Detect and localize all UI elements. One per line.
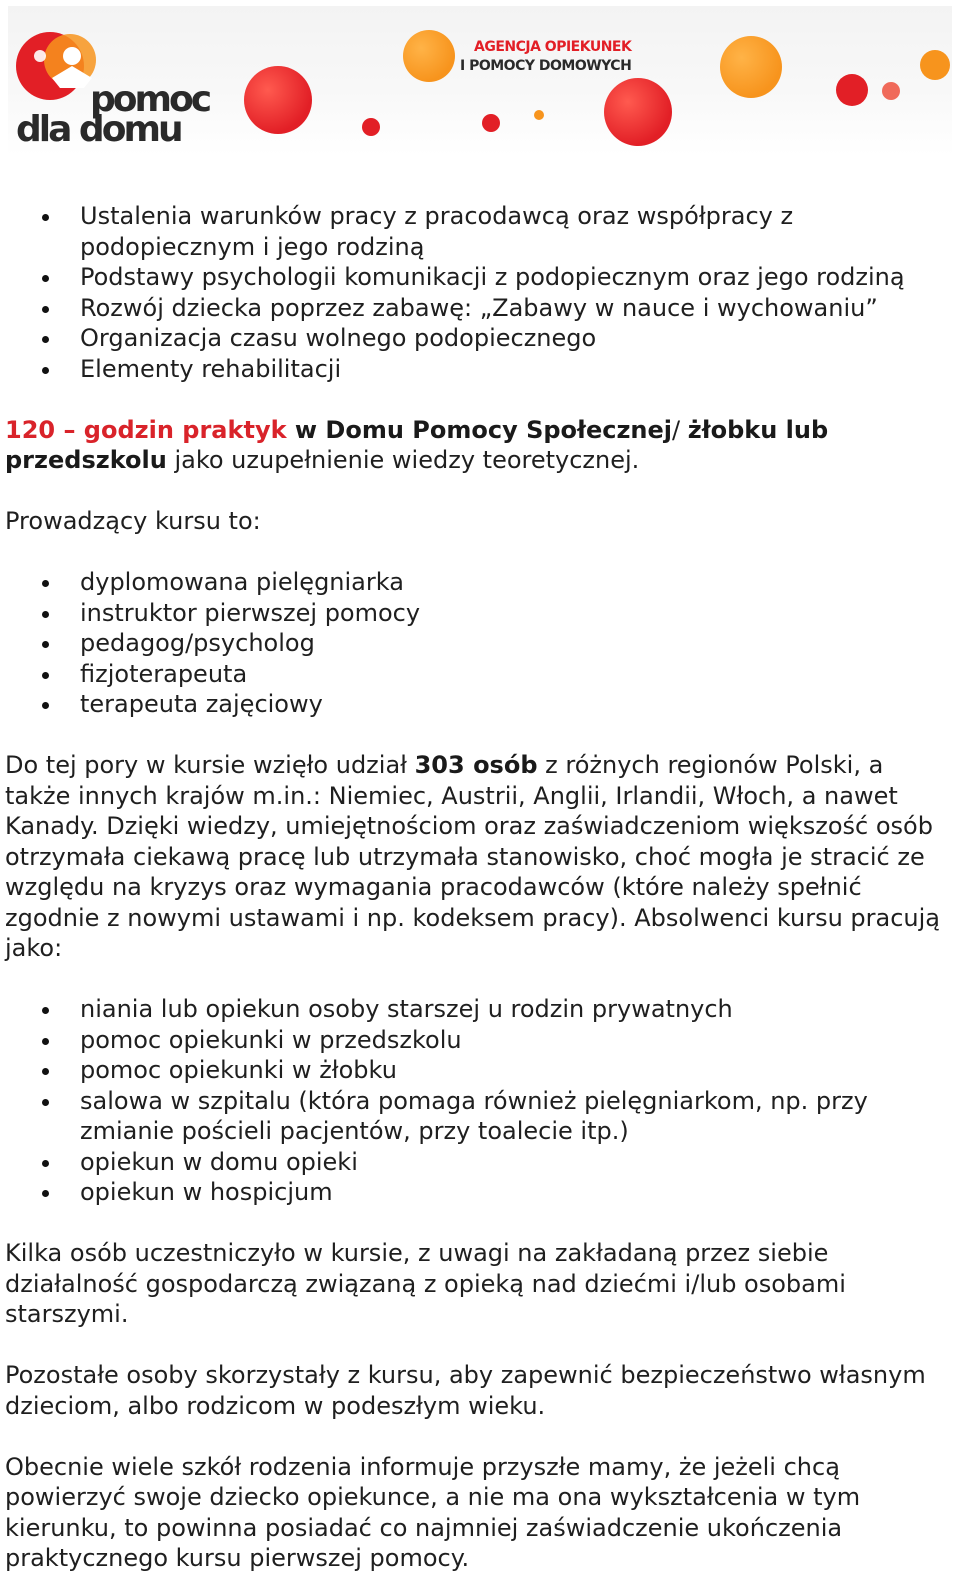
others-paragraph: Pozostałe osoby skorzystały z kursu, aby zapewnić bezpieczeństwo własnym dzieciom, albo rodzicom w podeszłym wieku.	[5, 1361, 926, 1420]
course-modules-list	[5, 201, 955, 384]
list-item: Podstawy psychologii komunikacji z podopiecznym oraz jego rodziną	[80, 262, 955, 293]
decor-dot	[720, 36, 782, 98]
list-item: pomoc opiekunki w przedszkolu	[80, 1025, 955, 1056]
decor-dot	[534, 110, 544, 120]
practice-place: w Domu Pomocy Społecznej	[286, 415, 673, 444]
list-item: pedagog/psycholog	[80, 628, 955, 659]
list-item: fizjoterapeuta	[80, 659, 955, 690]
participants-paragraph	[5, 750, 955, 964]
participants-before: Do tej pory w kursie wzięło udział	[5, 751, 415, 779]
decor-dot	[604, 78, 672, 146]
list-item: Elementy rehabilitacji	[80, 354, 955, 385]
decor-dot	[482, 114, 500, 132]
list-item: niania lub opiekun osoby starszej u rodzin prywatnych	[80, 994, 955, 1025]
list-item: Organizacja czasu wolnego podopiecznego	[80, 323, 955, 354]
practice-place-alt: żłobku lub przedszkolu	[5, 415, 829, 474]
list-item: instruktor pierwszej pomocy	[80, 598, 955, 629]
list-item: dyplomowana pielęgniarka	[80, 567, 955, 598]
participants-after: z różnych regionów Polski, a także innych krajów m.in.: Niemiec, Austrii, Anglii, Irlandii, Włoch, a nawet Kanady. Dzięki wiedzy, umiejętnościom oraz zaświadczeniom większość osób otrzymała ciekawą pracę lub utrzymała stanowisko, choć mogła je stracić ze względu na kryzys oraz wymagania pracodawców (które należy spełnić zgodnie z nowymi ustawami i np. kodeksem pracy). Absolwenci kursu pracują jako:	[5, 751, 941, 962]
list-item: Ustalenia warunków pracy z pracodawcą oraz współpracy z podopiecznym i jego rodziną	[80, 201, 820, 262]
practice-rest: jako uzupełnienie wiedzy teoretycznej.	[166, 446, 640, 474]
practice-hours: 120 – godzin praktyk	[5, 415, 287, 444]
list-item: salowa w szpitalu (która pomaga również pielęgniarkom, np. przy zmianie pościeli pacjentów, przy toalecie itp.)	[80, 1086, 955, 1147]
document-body	[5, 201, 955, 1574]
logo-text-line1: pomoc	[90, 79, 210, 120]
decor-dot	[362, 118, 380, 136]
practice-paragraph	[5, 415, 955, 476]
logo-text-line2: dla domu	[16, 109, 181, 150]
business-paragraph: Kilka osób uczestniczyło w kursie, z uwagi na zakładaną przez siebie działalność gospodarczą związaną z opieką nad dziećmi i/lub osobami starszymi.	[5, 1239, 846, 1328]
list-item: opiekun w domu opieki	[80, 1147, 955, 1178]
agency-line1: AGENCJA OPIEKUNEK	[474, 39, 632, 55]
list-item: pomoc opiekunki w żłobku	[80, 1055, 955, 1086]
decor-dot	[836, 74, 868, 106]
decor-dot	[244, 66, 312, 134]
header-banner	[8, 6, 952, 156]
schools-paragraph: Obecnie wiele szkół rodzenia informuje przyszłe mamy, że jeżeli chcą powierzyć swoje dziecko opiekunce, a nie ma ona wykształcenia w tym kierunku, to powinna posiadać co najmniej zaświadczenie ukończenia praktycznego kursu pierwszej pomocy.	[5, 1452, 861, 1572]
agency-line2: I POMOCY DOMOWYCH	[460, 58, 632, 74]
instructors-heading: Prowadzący kursu to:	[5, 507, 261, 535]
agency-name	[460, 38, 631, 76]
list-item: Rozwój dziecka poprzez zabawę: „Zabawy w nauce i wychowaniu”	[80, 293, 955, 324]
instructors-list	[5, 567, 955, 720]
practice-slash: /	[672, 415, 688, 444]
participants-count: 303 osób	[414, 751, 538, 779]
decor-dot	[403, 30, 455, 82]
list-item: opiekun w hospicjum	[80, 1177, 955, 1208]
jobs-list	[5, 994, 955, 1208]
decor-dot	[882, 82, 900, 100]
decor-dot	[920, 50, 950, 80]
list-item: terapeuta zajęciowy	[80, 689, 955, 720]
